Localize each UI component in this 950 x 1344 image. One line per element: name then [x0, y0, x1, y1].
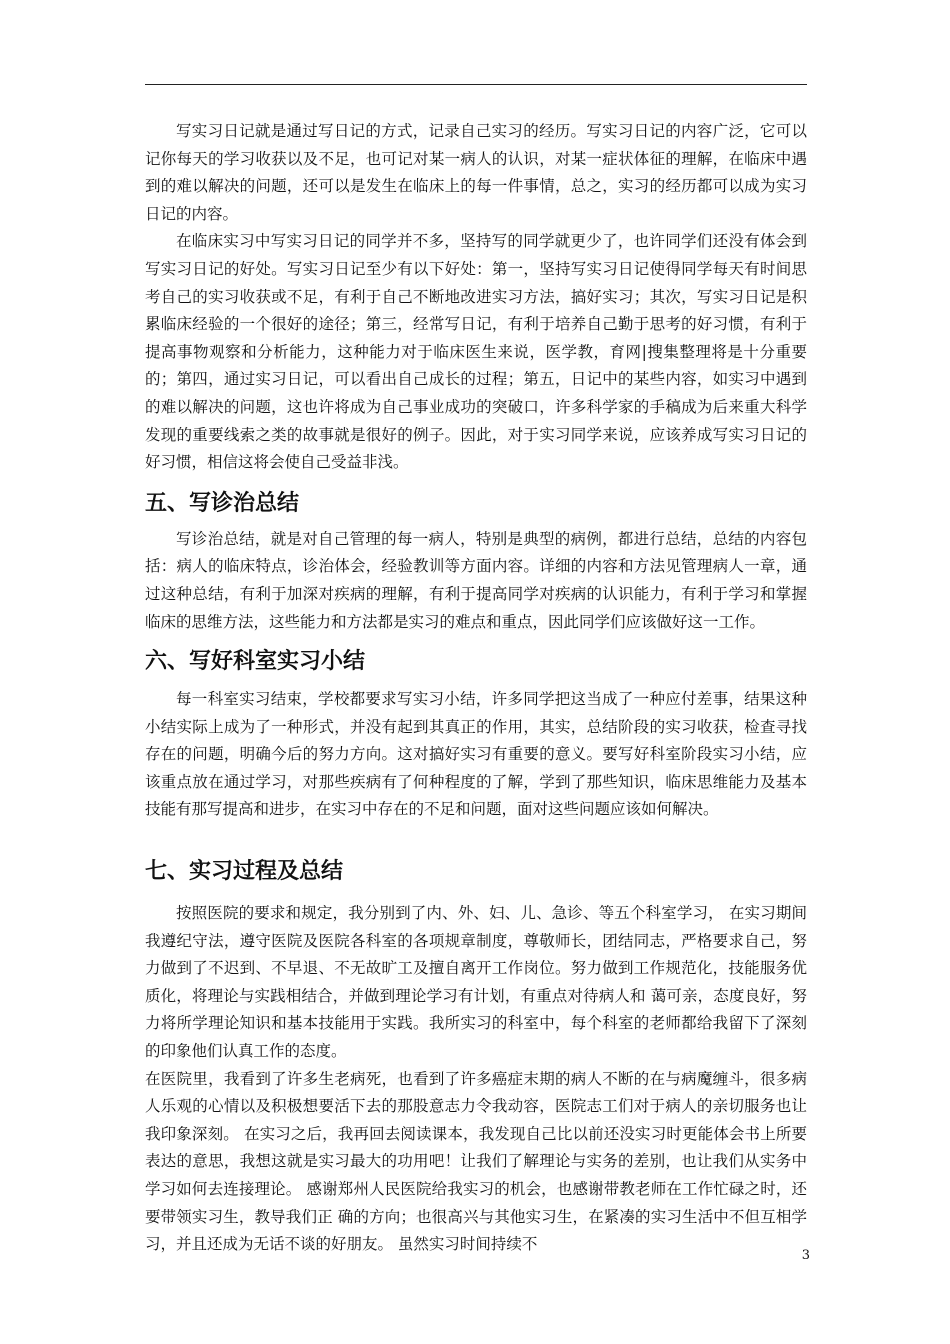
section-6-heading: 六、写好科室实习小结: [145, 649, 366, 675]
document-body: [145, 118, 807, 1259]
intro-paragraph-2: 在临床实习中写实习日记的同学并不多，坚持写的同学就更少了，也许同学们还没有体会到写实习日记的好处。写实习日记至少有以下好处：第一，坚持写实习日记使得同学每天有时间思考自己的实习收获或不足，有利于自己不断地改进实习方法，搞好实习；其次，写实习日记是积累临床经验的一个很好的途径；第三，经常写日记，有利于培养自己勤于思考的好习惯，有利于提高事物观察和分析能力，这种能力对于临床医生来说，医学教，育网|搜集整理将是十分重要的；第四，通过实习日记，可以看出自己成长的过程；第五，日记中的某些内容，如实习中遇到的难以解决的问题，这也许将成为自己事业成功的突破口，许多科学家的手稿成为后来重大科学发现的重要线索之类的故事就是很好的例子。因此，对于实习同学来说，应该养成写实习日记的好习惯，相信这将会使自己受益非浅。: [145, 232, 807, 472]
section-7-paragraph-1: 按照医院的要求和规定，我分别到了内、外、妇、儿、急诊、等五个科室学习， 在实习期间我遵纪守法，遵守医院及医院各科室的各项规章制度，尊敬师长，团结同志，严格要求自己，努力做到了不迟到、不早退、不无故旷工及擅自离开工作岗位。努力做到工作规范化，技能服务优质化，将理论与实践相结合，并做到理论学习有计划，有重点对待病人和 蔼可亲，态度良好，努力将所学理论知识和基本技能用于实践。我所实习的科室中，每个科室的老师都给我留下了深刻的印象他们认真工作的态度。: [145, 904, 807, 1061]
section-5-paragraph: 写诊治总结，就是对自己管理的每一病人，特别是典型的病例，都进行总结，总结的内容包括：病人的临床特点，诊治体会，经验教训等方面内容。详细的内容和方法见管理病人一章，通过这种总结，有利于加深对疾病的理解，有利于提高同学对疾病的认识能力，有利于学习和掌握临床的思维方法，这些能力和方法都是实习的难点和重点，因此同学们应该做好这一工作。: [145, 529, 807, 631]
page-number: 3: [801, 1248, 810, 1263]
section-7-paragraph-2: 在医院里，我看到了许多生老病死，也看到了许多癌症末期的病人不断的在与病魔缠斗，很多病人乐观的心情以及积极想要活下去的那股意志力令我动容，医院志工们对于病人的亲切服务也让我印象深刻。 在实习之后，我再回去阅读课本，我发现自己比以前还没实习时更能体会书上所要表达的意思，我想这就是实习最大的功用吧！让我们了解理论与实务的差别，也让我们从实务中学习如何去连接理论。 感谢郑州人民医院给我实习的机会，也感谢带教老师在工作忙碌之时，还要带领实习生，教导我们正 确的方向；也很高兴与其他实习生，在紧凑的实习生活中不但互相学习，并且还成为无话不谈的好朋友。 虽然实习时间持续不: [145, 1069, 807, 1254]
section-7-heading: 七、实习过程及总结: [145, 859, 344, 885]
intro-paragraph-1: 写实习日记就是通过写日记的方式，记录自己实习的经历。写实习日记的内容广泛，它可以记你每天的学习收获以及不足，也可记对某一病人的认识，对某一症状体征的理解，在临床中遇到的难以解决的问题，还可以是发生在临床上的每一件事情，总之，实习的经历都可以成为实习日记的内容。: [145, 122, 807, 223]
header-rule: [145, 84, 807, 85]
section-6-paragraph: 每一科室实习结束，学校都要求写实习小结，许多同学把这当成了一种应付差事，结果这种小结实际上成为了一种形式，并没有起到其真正的作用，其实，总结阶段的实习收获，检查寻找存在的问题，明确今后的努力方向。这对搞好实习有重要的意义。要写好科室阶段实习小结，应该重点放在通过学习，对那些疾病有了何种程度的了解，学到了那些知识，临床思维能力及基本技能有那写提高和进步，在实习中存在的不足和问题，面对这些问题应该如何解决。: [145, 690, 807, 819]
section-5-heading: 五、写诊治总结: [145, 490, 300, 516]
